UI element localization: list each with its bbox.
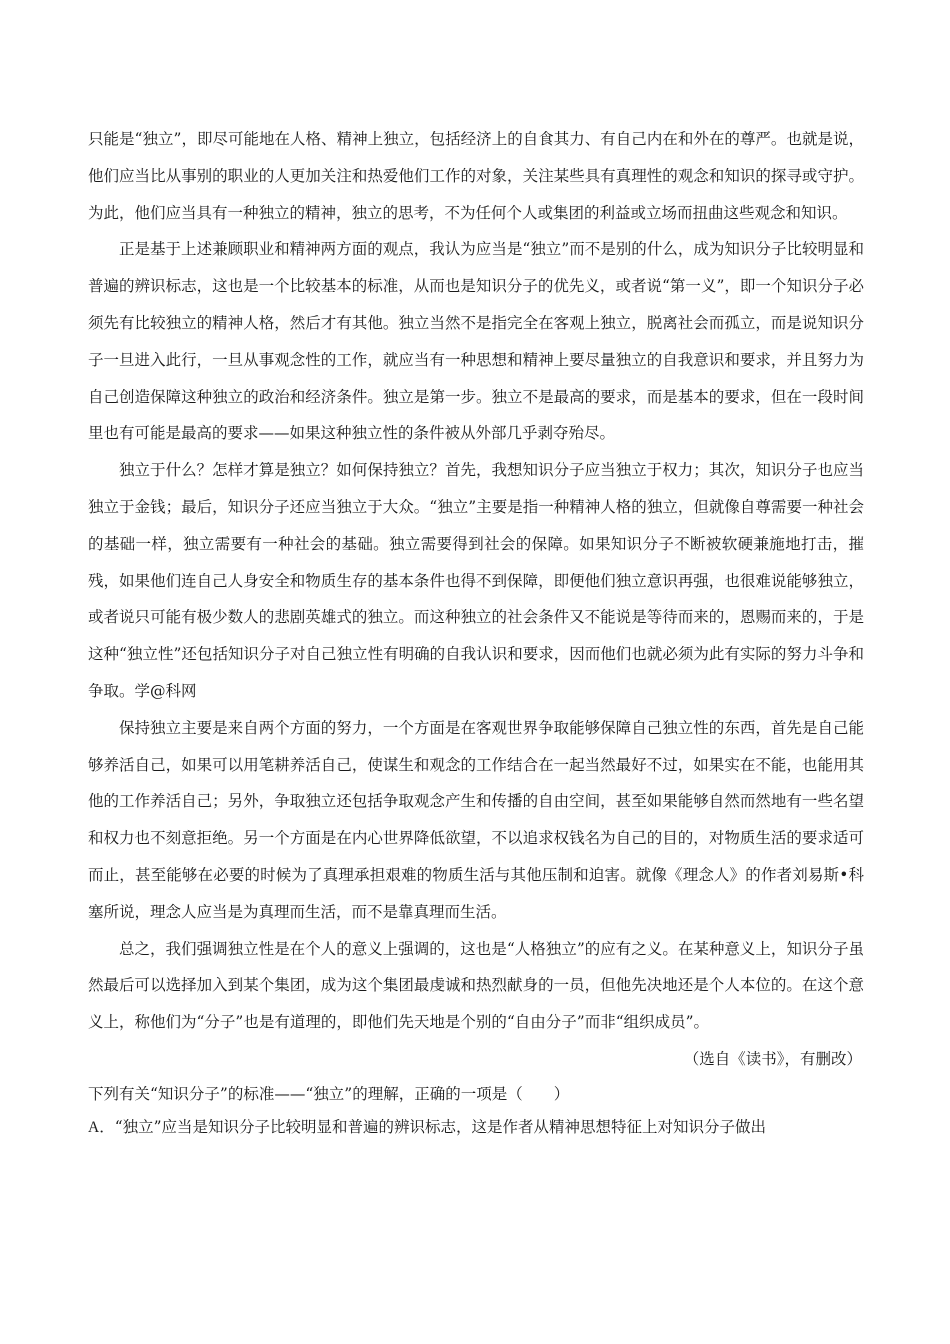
source-citation: （选自《读书》，有删改） — [683, 1049, 862, 1068]
option-a-letter: A． — [88, 1118, 115, 1136]
paragraph-2: 正是基于上述兼顾职业和精神两方面的观点，我认为应当是“独立”而不是别的什么，成为知识分子比较明显和普遍的辨识标志，这也是一个比较基本的标准，从而也是知识分子的优先义，或者说“第一义”，即一个知识分子必须先有比较独立的精神人格，然后才有其他。独立当然不是指完全在客观上独立，脱离社会而孤立，而是说知识分子一旦进入此行，一旦从事观念性的工作，就应当有一种思想和精神上要尽量独立的自我意识和要求，并且努力为自己创造保障这种独立的政治和经济条件。独立是第一步。独立不是最高的要求，而是基本的要求，但在一段时间里也有可能是最高的要求——如果这种独立性的条件被从外部几乎剥夺殆尽。 — [88, 240, 864, 443]
document-page — [88, 121, 864, 1144]
paragraph-5: 总之，我们强调独立性是在个人的意义上强调的，这也是“人格独立”的应有之义。在某种意义上，知识分子虽然最后可以选择加入到某个集团，成为这个集团最虔诚和热烈献身的一员，但他先决地还是个人本位的。在这个意义上，称他们为“分子”也是有道理的，即他们先天地是个别的“自由分子”而非“组织成员”。 — [88, 939, 864, 1032]
paragraph-3: 独立于什么？怎样才算是独立？如何保持独立？首先，我想知识分子应当独立于权力；其次，知识分子也应当独立于金钱；最后，知识分子还应当独立于大众。“独立”主要是指一种精神人格的独立，但就像自尊需要一种社会的基础一样，独立需要有一种社会的基础。独立需要得到社会的保障。如果知识分子不断被软硬兼施地打击，摧残，如果他们连自己人身安全和物质生存的基本条件也得不到保障，即便他们独立意识再强，也很难说能够独立，或者说只可能有极少数人的悲剧英雄式的独立。而这种独立的社会条件又不能说是等待而来的，恩赐而来的，于是这种“独立性”还包括知识分子对自己独立性有明确的自我认识和要求，因而他们也就必须为此有实际的努力斗争和争取。学@科网 — [88, 461, 864, 700]
paragraph-4: 保持独立主要是来自两个方面的努力，一个方面是在客观世界争取能够保障自己独立性的东西，首先是自己能够养活自己，如果可以用笔耕养活自己，使谋生和观念的工作结合在一起当然最好不过，如果实在不能，也能用其他的工作养活自己；另外，争取独立还包括争取观念产生和传播的自由空间，甚至如果能够自然而然地有一些名望和权力也不刻意拒绝。另一个方面是在内心世界降低欲望，不以追求权钱名为自己的目的，对物质生活的要求适可而止，甚至能够在必要的时候为了真理承担艰难的物质生活与其他压制和迫害。就像《理念人》的作者刘易斯•科塞所说，理念人应当是为真理而生活，而不是靠真理而生活。 — [88, 718, 864, 921]
option-a — [88, 1111, 864, 1144]
paragraph-1: 只能是“独立”，即尽可能地在人格、精神上独立，包括经济上的自食其力、有自己内在和外在的尊严。也就是说，他们应当比从事别的职业的人更加关注和热爱他们工作的对象，关注某些具有真理性的观念和知识的探寻或守护。为此，他们应当具有一种独立的精神，独立的思考，不为任何个人或集团的利益或立场而扭曲这些观念和知识。 — [88, 130, 864, 222]
question-stem: 下列有关“知识分子”的标准——“独立”的理解，正确的一项是（ ） — [88, 1084, 570, 1103]
option-a-text: “独立”应当是知识分子比较明显和普遍的辨识标志，这是作者从精神思想特征上对知识分子做出 — [114, 1117, 767, 1136]
